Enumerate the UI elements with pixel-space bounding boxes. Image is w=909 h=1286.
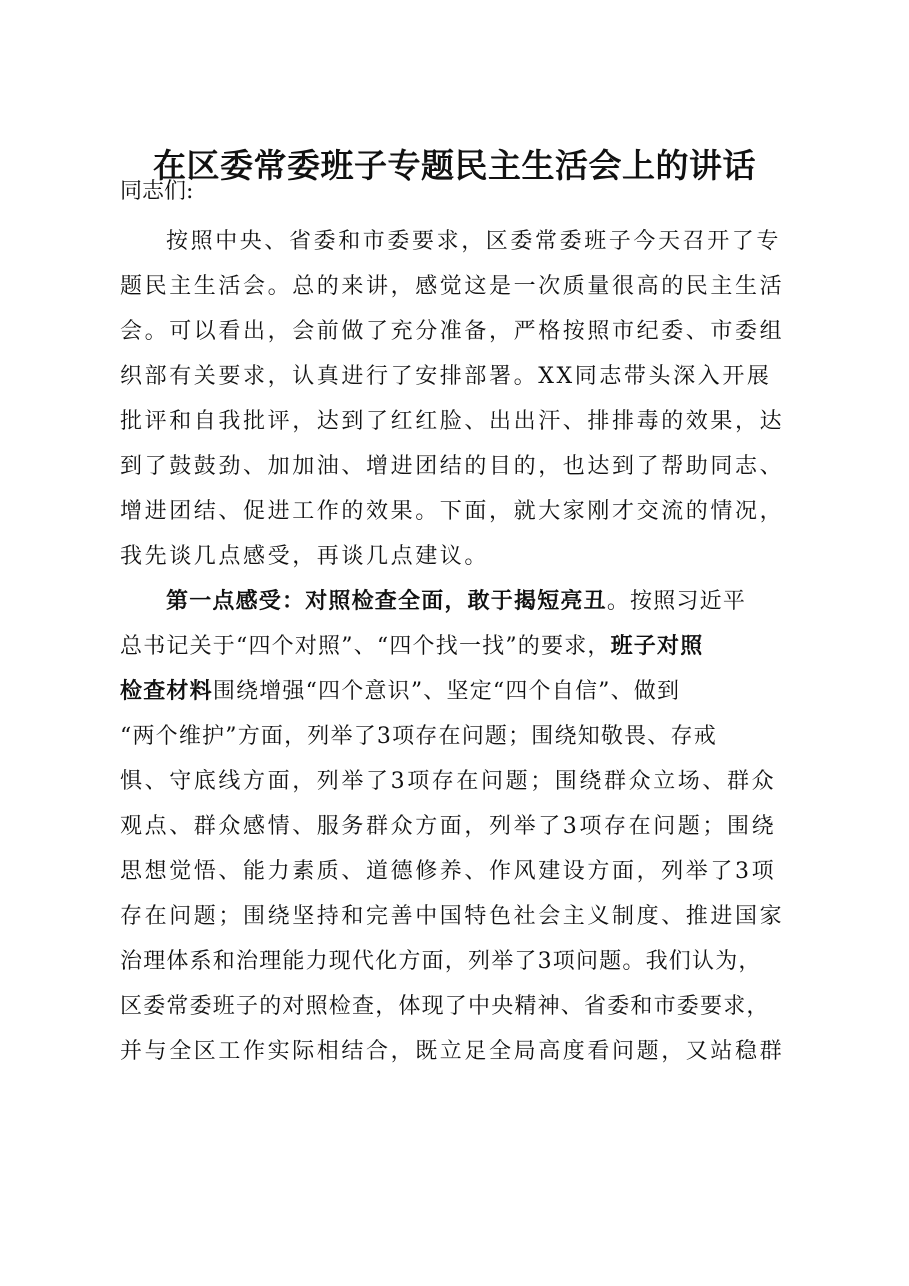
document-title: 在区委常委班子专题民主生活会上的讲话 <box>153 146 756 185</box>
paragraph2-line-9: 治理体系和治理能力现代化方面，列举了3项问题。我们认为， <box>120 949 762 974</box>
paragraph1-line-8: 我先谈几点感受，再谈几点建议。 <box>120 544 490 569</box>
paragraph1-line-3: 会。可以看出，会前做了充分准备，严格按照市纪委、市委组 <box>120 319 785 344</box>
paragraph2-line-7: 思想觉悟、能力素质、道德修养、作风建设方面，列举了3项 <box>120 859 777 884</box>
paragraph2-line-2-bold: 班子对照 <box>610 634 704 659</box>
paragraph1-line-5: 批评和自我批评，达到了红红脸、出出汗、排排毒的效果，达 <box>120 409 785 434</box>
paragraph1-line-4: 织部有关要求，认真进行了安排部署。XX同志带头深入开展 <box>120 364 772 389</box>
paragraph1-line-7: 增进团结、促进工作的效果。下面，就大家刚才交流的情况， <box>120 499 785 524</box>
paragraph2-line-3 <box>120 674 800 710</box>
paragraph2-line-2 <box>120 629 800 665</box>
first-point-heading: 第一点感受：对照检查全面，敢于揭短亮丑 <box>166 589 607 614</box>
paragraph2-line-1 <box>166 584 800 620</box>
paragraph2-line-3-bold: 检查材料 <box>120 679 213 704</box>
paragraph1-line-6: 到了鼓鼓劲、加加油、增进团结的目的，也达到了帮助同志、 <box>120 454 785 479</box>
paragraph2-line-5: 惧、守底线方面，列举了3项存在问题；围绕群众立场、群众 <box>120 769 777 794</box>
salutation: 同志们: <box>120 179 194 204</box>
paragraph1-line-2: 题民主生活会。总的来讲，感觉这是一次质量很高的民主生活 <box>120 274 785 299</box>
paragraph1-line-1: 按照中央、省委和市委要求，区委常委班子今天召开了专 <box>166 229 782 254</box>
paragraph2-line-2-text: 总书记关于“四个对照”、“四个找一找”的要求， <box>120 634 611 659</box>
paragraph2-line-3-rest: 围绕增强“四个意识”、坚定“四个自信”、做到 <box>212 679 681 704</box>
paragraph2-line-1-rest: 。按照习近平 <box>606 589 747 614</box>
paragraph2-line-11: 并与全区工作实际相结合，既立足全局高度看问题，又站稳群 <box>120 1039 785 1064</box>
paragraph2-line-4: “两个维护”方面，列举了3项存在问题；围绕知敬畏、存戒 <box>120 724 717 749</box>
paragraph2-line-8: 存在问题；围绕坚持和完善中国特色社会主义制度、推进国家 <box>120 904 785 929</box>
paragraph2-line-6: 观点、群众感情、服务群众方面，列举了3项存在问题；围绕 <box>120 814 777 839</box>
paragraph2-line-10: 区委常委班子的对照检查，体现了中央精神、省委和市委要求， <box>120 994 770 1019</box>
